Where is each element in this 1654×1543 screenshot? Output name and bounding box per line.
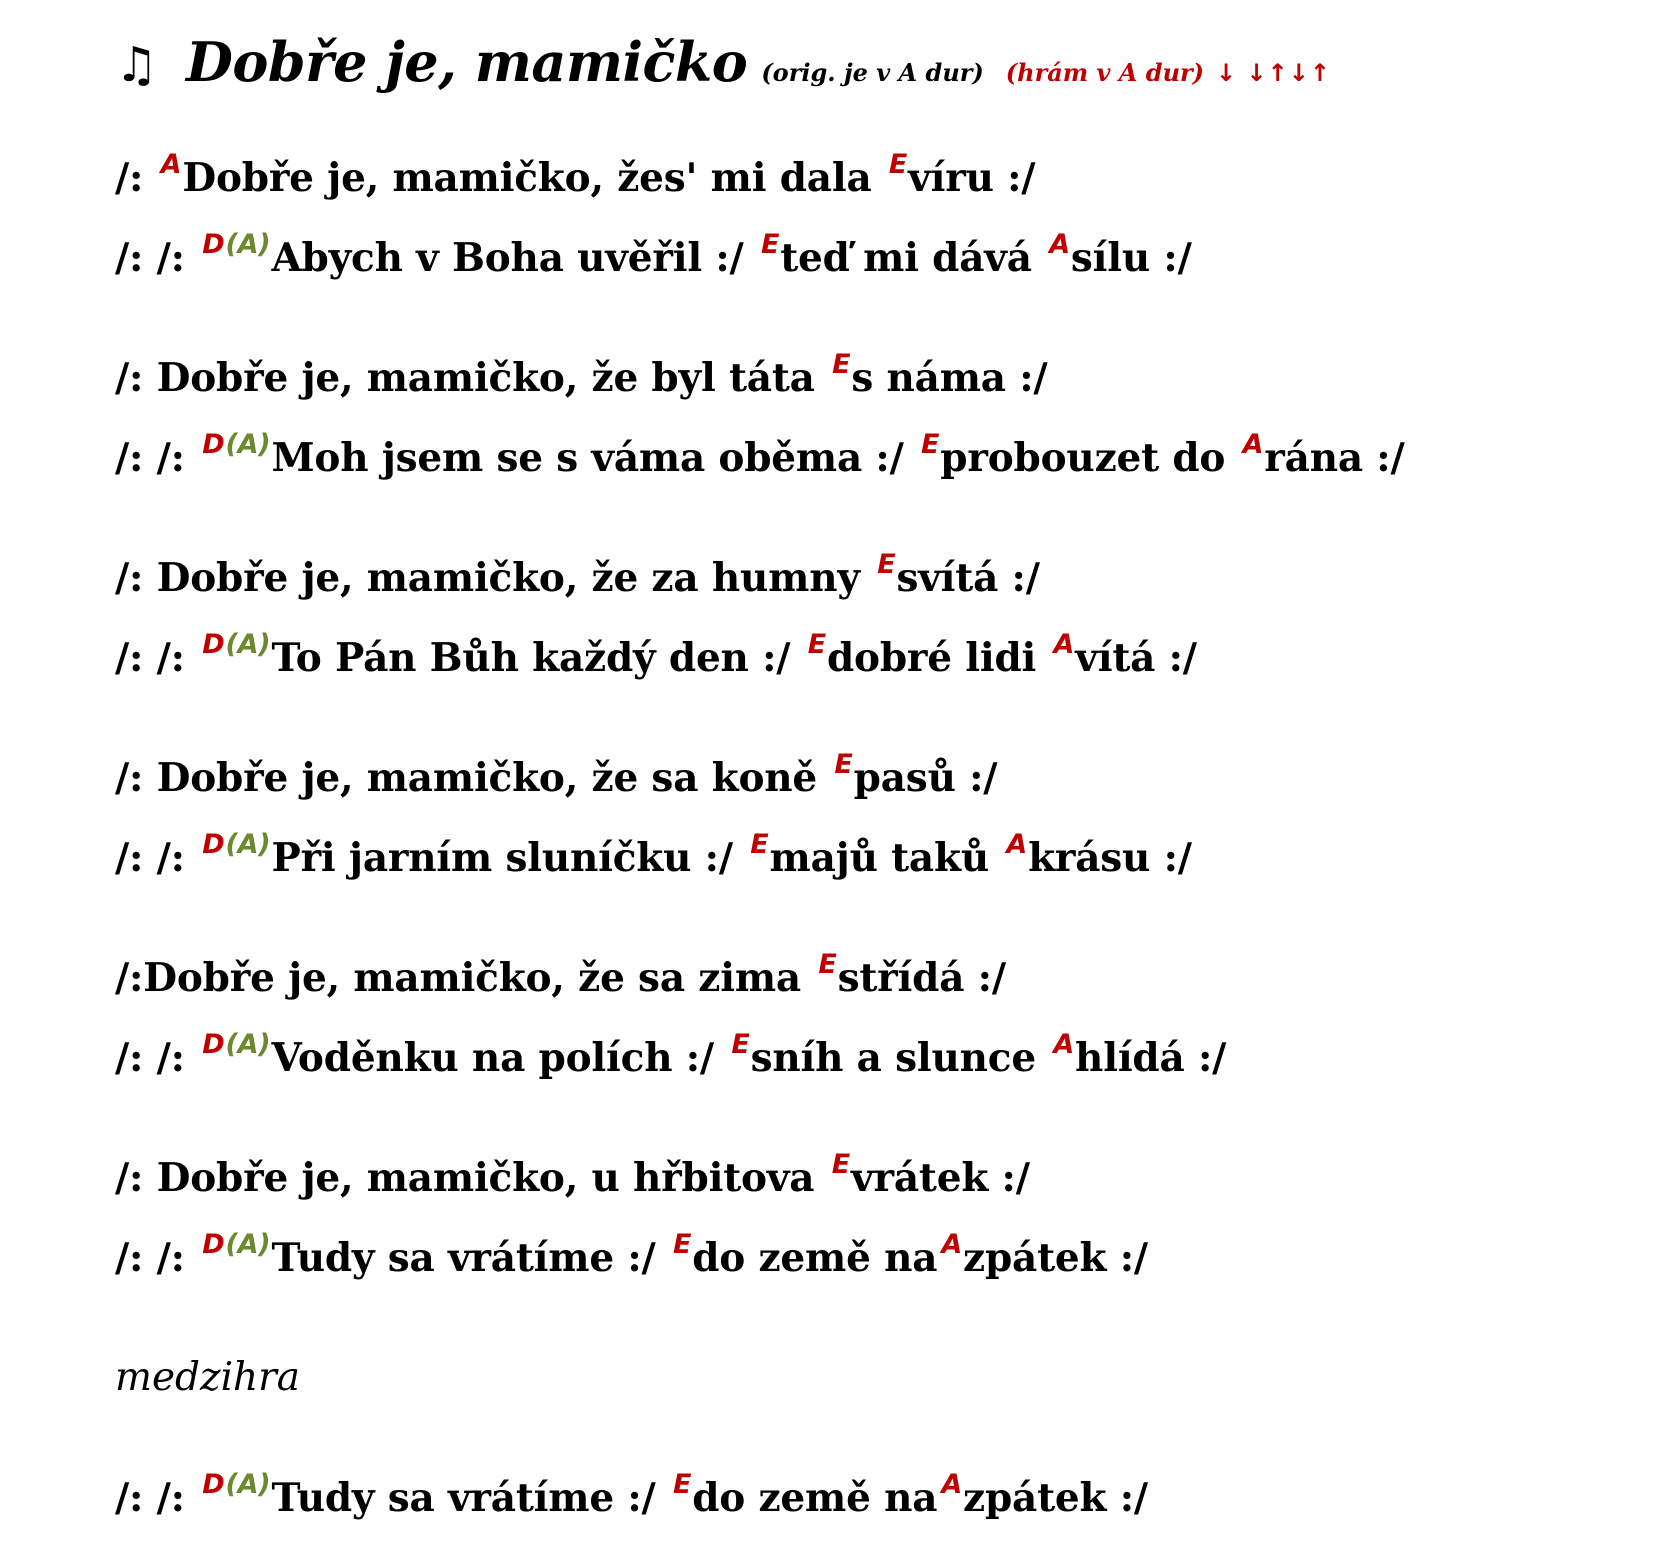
lyric-text: zpátek :/ (963, 1475, 1148, 1521)
chord-label: E (760, 229, 780, 260)
song-header (115, 30, 1635, 110)
lyric-text: střídá :/ (837, 955, 1006, 1001)
lyric-text: krásu :/ (1028, 835, 1192, 881)
verse-line (115, 818, 1635, 898)
repeat-mark: /: (115, 355, 157, 401)
lyric-text: hlídá :/ (1075, 1035, 1227, 1081)
lyric-text: do země na (692, 1235, 938, 1281)
interlude-label: medzihra (115, 1355, 301, 1400)
repeat-mark: /: (115, 755, 157, 801)
lyric-text: víru :/ (908, 155, 1036, 201)
final-line (115, 1458, 1635, 1538)
chord-label: E (832, 349, 851, 380)
lyric-text: svítá :/ (896, 555, 1040, 601)
repeat-mark: /: (115, 155, 157, 201)
repeat-mark: /: /: (115, 835, 199, 881)
chord-label: E (807, 629, 826, 660)
verse-line (115, 538, 1635, 618)
alt-chord-label: (A) (225, 1229, 271, 1260)
verse-line (115, 938, 1635, 1018)
original-key: (orig. je v A dur) (761, 58, 984, 87)
lyric-text: Tudy sa vrátíme :/ (271, 1235, 669, 1281)
chord-label: A (941, 1229, 963, 1260)
chord-label: A (1053, 629, 1075, 660)
lyric-text: do země na (692, 1475, 938, 1521)
music-note-icon: ♫ (115, 37, 159, 93)
lyric-text: Moh jsem se s váma oběma :/ (271, 435, 918, 481)
verse (115, 1138, 1635, 1298)
verse (115, 738, 1635, 898)
verses (115, 138, 1635, 1538)
verse-line (115, 1018, 1635, 1098)
strum-pattern: ↓ ↓↑↓↑ (1216, 59, 1331, 87)
chord-label: E (888, 149, 908, 180)
chord-label: A (1053, 1029, 1075, 1060)
alt-chord-label: (A) (225, 229, 271, 260)
lyric-text: majů taků (769, 835, 1003, 881)
lyric-text: Dobře je, mamičko, žes' mi dala (182, 155, 885, 201)
chord-label: E (672, 1229, 692, 1260)
verse-line (115, 338, 1635, 418)
repeat-mark: /: /: (115, 1035, 199, 1081)
repeat-mark: /: /: (115, 235, 199, 281)
verse-line (115, 138, 1635, 218)
lyric-text: Dobře je, mamičko, že sa zima (143, 955, 815, 1001)
verse (115, 938, 1635, 1098)
verse-line (115, 1218, 1635, 1298)
repeat-mark: /: /: (115, 1475, 199, 1521)
chord-label: E (672, 1469, 692, 1500)
lyric-text: Při jarním sluníčku :/ (271, 835, 747, 881)
lyric-text: probouzet do (940, 435, 1239, 481)
chord-label: E (834, 749, 853, 780)
lyric-text: vrátek :/ (851, 1155, 1030, 1201)
lyric-text: teď mi dává (780, 235, 1046, 281)
alt-chord-label: (A) (225, 629, 271, 660)
chord-label: D (202, 629, 225, 660)
verse-line (115, 738, 1635, 818)
chord-label: D (202, 829, 225, 860)
chord-label: E (731, 1029, 750, 1060)
lyric-text: zpátek :/ (963, 1235, 1148, 1281)
lyric-text: Voděnku na polích :/ (271, 1035, 728, 1081)
song-title: Dobře je, mamičko (186, 30, 748, 94)
lyric-text: s náma :/ (851, 355, 1048, 401)
chord-label: E (831, 1149, 851, 1180)
lyric-text: dobré lidi (826, 635, 1050, 681)
lyric-text: vítá :/ (1075, 635, 1197, 681)
played-key: (hrám v A dur) (1005, 58, 1205, 87)
verse (115, 138, 1635, 298)
chord-label: A (160, 149, 182, 180)
lyric-text: Dobře je, mamičko, že byl táta (156, 355, 829, 401)
verse (115, 538, 1635, 698)
chord-label: D (202, 229, 225, 260)
lyric-text: Dobře je, mamičko, že za humny (156, 555, 874, 601)
chord-label: D (202, 429, 225, 460)
verse (115, 338, 1635, 498)
lyric-text: sníh a slunce (750, 1035, 1050, 1081)
lyric-text: rána :/ (1264, 435, 1405, 481)
chord-label: E (877, 549, 896, 580)
repeat-mark: /: /: (115, 635, 199, 681)
chord-label: E (750, 829, 769, 860)
lyric-text: Abych v Boha uvěřil :/ (271, 235, 757, 281)
verse-line (115, 218, 1635, 298)
chord-label: A (1006, 829, 1028, 860)
verse-line (115, 618, 1635, 698)
chord-label: E (818, 949, 837, 980)
verse-line (115, 1138, 1635, 1218)
lyric-text: Tudy sa vrátíme :/ (271, 1475, 669, 1521)
chord-label: A (1049, 229, 1070, 260)
lyric-text: Dobře je, mamičko, u hřbitova (156, 1155, 828, 1201)
chord-label: D (202, 1469, 225, 1500)
lyric-text: sílu :/ (1070, 235, 1192, 281)
song-sheet (115, 30, 1635, 1538)
alt-chord-label: (A) (225, 1469, 271, 1500)
lyric-text: Dobře je, mamičko, že sa koně (156, 755, 831, 801)
chord-label: E (921, 429, 940, 460)
verse-line (115, 418, 1635, 498)
alt-chord-label: (A) (225, 829, 271, 860)
repeat-mark: /: /: (115, 1235, 199, 1281)
repeat-mark: /: (115, 1155, 157, 1201)
repeat-mark: /: (115, 555, 157, 601)
alt-chord-label: (A) (225, 429, 271, 460)
alt-chord-label: (A) (225, 1029, 271, 1060)
repeat-mark: /: /: (115, 435, 199, 481)
lyric-text: To Pán Bůh každý den :/ (271, 635, 804, 681)
repeat-mark: /: (115, 955, 144, 1001)
chord-label: D (202, 1229, 225, 1260)
chord-label: A (941, 1469, 963, 1500)
lyric-text: pasů :/ (853, 755, 998, 801)
chord-label: A (1242, 429, 1264, 460)
chord-label: D (202, 1029, 225, 1060)
